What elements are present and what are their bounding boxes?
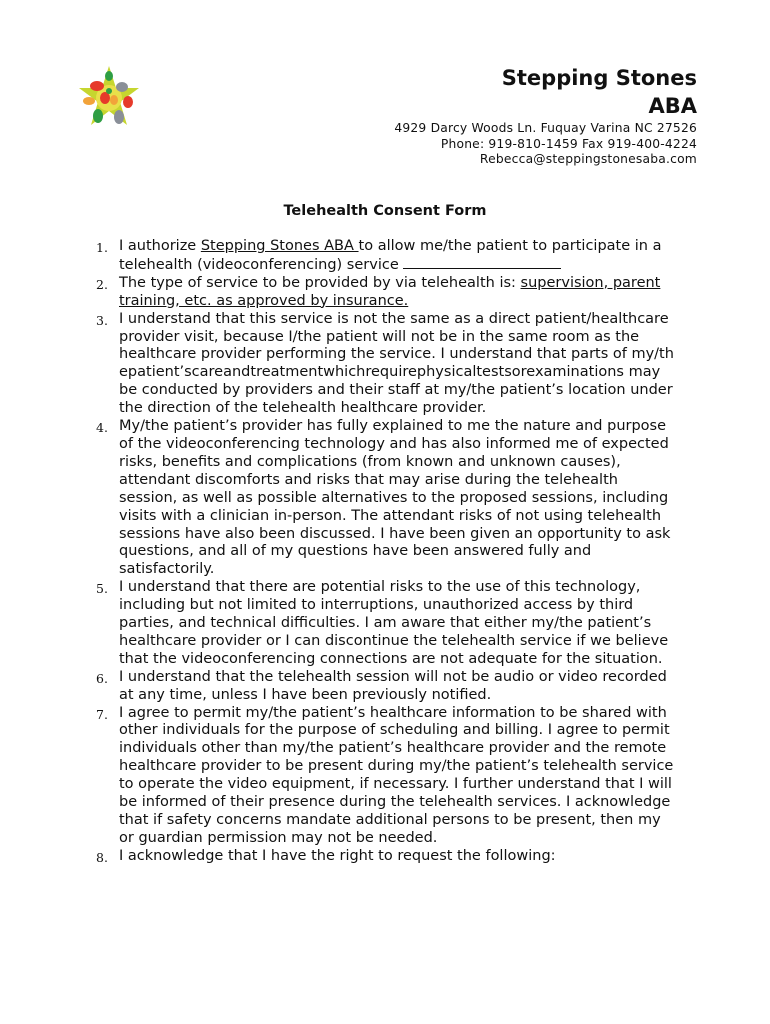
clause-5: 5. I understand that there are potential risks to the use of this technology, including but not limited to interruptions, unauthorized access by third parties, and technical difficulties. I am aware that either my/the patient’s healthcare provider or I can discontinue the telehealth service if we believe that the videoconferencing connections are not adequate for the situation. [96,579,669,667]
company-name-line2: ABA [648,94,697,118]
clause-1: 1. I authorize Stepping Stones ABA to allow me/the patient to participate in a telehealth (videoconferencing) service [96,238,662,273]
contact-block [297,121,697,168]
clause-8: 8. I acknowledge that I have the right to request the following: [96,847,556,865]
clause-7: 7. I agree to permit my/the patient’s healthcare information to be shared with other individuals for the purpose of scheduling and billing. I agree to permit individuals other than my/the patient’s healthcare provider and the remote healthcare provider to be present during my/the patient’s telehealth service to operate the video equipment, if necessary. I further understand that I will be informed of their presence during the telehealth services. I acknowledge that if safety concerns mandate additional persons to be present, then my or guardian permission may not be needed. [96,704,674,846]
clause-number: 7. [96,706,108,722]
clause-number: 3. [96,312,108,328]
service-blank-line [403,256,561,269]
phone-fax: Phone: 919-810-1459 Fax 919-400-4224 [440,136,697,151]
clause-3: 3. I understand that this service is not the same as a direct patient/healthcare provider visit, because I/the patient will not be in the same room as the healthcare provider performing the service. I understand that parts of my/thepatient’scareandtreatmentwhichrequirephysicaltestsorexaminations may be conducted by providers and their staff at my/the patient’s location under the direction of the telehealth healthcare provider. [96,310,674,417]
company-name-line1: Stepping Stones [501,66,697,90]
consent-clauses [77,238,677,866]
company-name [377,64,697,120]
clause-number: 6. [96,670,108,686]
clause-number: 5. [96,581,108,597]
clause-4: 4. My/the patient’s provider has fully explained to me the nature and purpose of the videoconferencing technology and has also informed me of expected risks, benefits and complications (from known and unknown causes), attendant discomforts and risks that may arise during the telehealth session, as well as possible alternatives to the proposed sessions, including visits with a clinician in-person. The attendant risks of not using telehealth sessions have also been discussed. I have been given an opportunity to ask questions, and all of my questions have been answered fully and satisfactorily. [96,418,671,578]
form-title: Telehealth Consent Form [283,203,487,219]
street-address: 4929 Darcy Woods Ln. Fuquay Varina NC 27526 [394,121,697,135]
provider-name: Stepping Stones ABA [200,238,359,254]
clause-number: 8. [96,849,108,865]
clause-number: 2. [96,276,108,292]
clause-number: 4. [96,420,108,436]
service-type: supervision, parent training, etc. as approved by insurance. [119,274,661,309]
clause-2: 2. The type of service to be provided by via telehealth is: supervision, parent training, etc. as approved by insurance. [96,274,661,309]
clause-number: 1. [96,240,108,255]
clause-6: 6. I understand that the telehealth session will not be audio or video recorded at any time, unless I have been previously notified. [96,668,667,703]
email: Rebecca@steppingstonesaba.com [479,152,697,166]
stepping-stones-star-logo-icon [76,64,142,130]
